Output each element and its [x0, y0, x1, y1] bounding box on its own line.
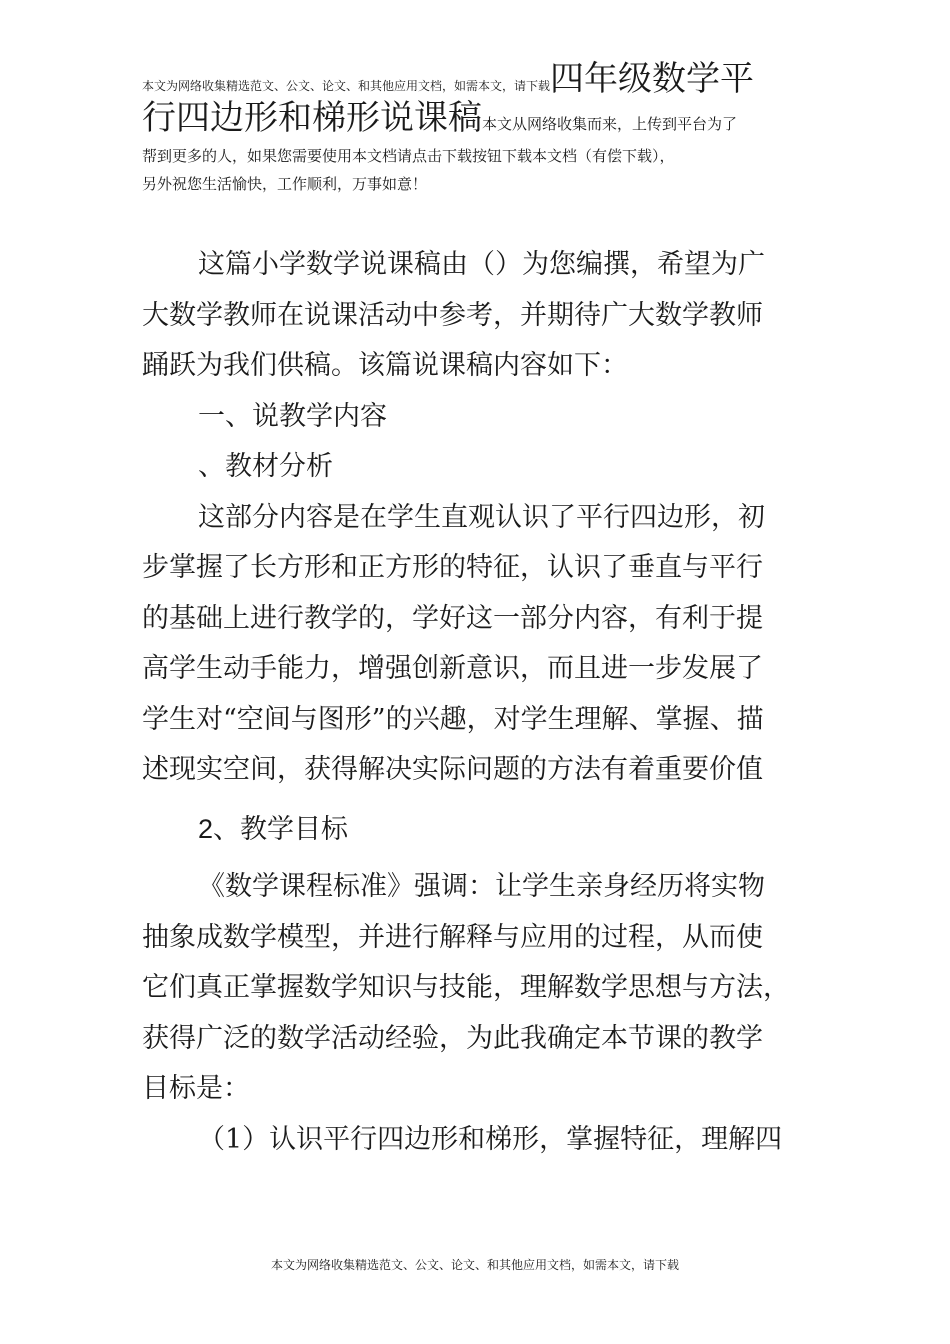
- subsection-heading: 2、教学目标: [198, 813, 349, 844]
- paragraph-line: 它们真正掌握数学知识与技能，理解数学思想与方法，: [142, 972, 790, 1003]
- header-line-1: [142, 50, 822, 94]
- document-header: [142, 50, 822, 198]
- paragraph-line: 抽象成数学模型，并进行解释与应用的过程，从而使: [142, 921, 763, 953]
- paragraph-line: 学生对“空间与图形”的兴趣，对学生理解、掌握、描: [142, 703, 764, 735]
- header-line-4: 另外祝您生活愉快，工作顺利，万事如意！: [142, 175, 428, 193]
- download-notice: 本文为网络收集精选范文、公文、论文、和其他应用文档，如需本文，请下载: [142, 79, 551, 93]
- paragraph-line: 目标是：: [142, 1073, 250, 1104]
- paragraph-line: 步掌握了长方形和正方形的特征，认识了垂直与平行: [142, 552, 763, 583]
- document-body: [142, 240, 814, 1165]
- document-title-part-2: 行四边形和梯形说课稿: [142, 98, 482, 138]
- paragraph-line: 这篇小学数学说课稿由（）为您编撰，希望为广: [198, 249, 765, 280]
- section-heading: 一、说教学内容: [198, 400, 387, 432]
- header-line-3: 帮到更多的人，如果您需要使用本文档请点击下载按钮下载本文档（有偿下载），: [142, 147, 675, 165]
- list-item: （1）认识平行四边形和梯形，掌握特征，理解四: [198, 1123, 783, 1155]
- paragraph-line: 《数学课程标准》强调：让学生亲身经历将实物: [198, 871, 765, 902]
- paragraph-line: 述现实空间，获得解决实际问题的方法有着重要价值: [142, 754, 763, 785]
- paragraph-line: 踊跃为我们供稿。该篇说课稿内容如下：: [142, 350, 628, 381]
- document-title-part-1: 四年级数学平: [550, 59, 755, 94]
- subsection-heading: 、教材分析: [198, 451, 333, 482]
- document-footer: 本文为网络收集精选范文、公文、论文、和其他应用文档，如需本文，请下载: [270, 1258, 679, 1272]
- paragraph-line: 高学生动手能力，增强创新意识，而且进一步发展了: [142, 653, 763, 684]
- paragraph-line: 大数学教师在说课活动中参考，并期待广大数学教师: [142, 299, 763, 331]
- paragraph-line: 这部分内容是在学生直观认识了平行四边形，初: [198, 501, 765, 533]
- paragraph-line: 的基础上进行教学的，学好这一部分内容，有利于提: [142, 602, 763, 634]
- paragraph-line: 获得广泛的数学活动经验，为此我确定本节课的教学: [142, 1022, 763, 1054]
- header-line-2: [142, 94, 822, 142]
- source-notice: 本文从网络收集而来，上传到平台为了: [482, 115, 738, 133]
